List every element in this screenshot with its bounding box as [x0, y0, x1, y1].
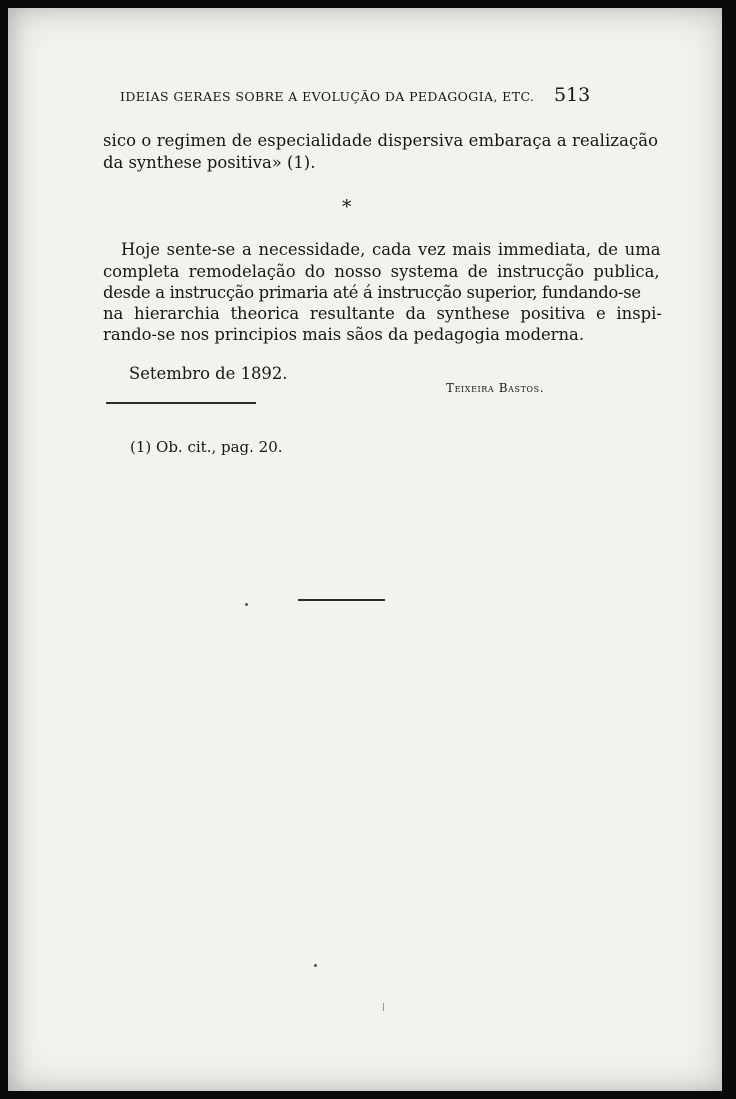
- book-page: [8, 8, 722, 1091]
- footnote: (1) Ob. cit., pag. 20.: [130, 438, 283, 456]
- date-line: Setembro de 1892.: [129, 364, 288, 383]
- ink-speck: [245, 603, 248, 606]
- paragraph-line: na hierarchia theorica resultante da synthese positiva e inspi-: [103, 304, 662, 323]
- section-break-asterisk: *: [342, 196, 352, 218]
- body-line: sico o regimen de especialidade dispersiva embaraça a realização: [103, 131, 659, 150]
- footnote-rule: [106, 402, 256, 404]
- paragraph-line: Hoje sente-se a necessidade, cada vez mais immediata, de uma: [121, 240, 661, 259]
- ink-speck: [314, 964, 317, 967]
- ink-speck: [383, 1003, 384, 1011]
- paragraph-line: rando-se nos principios mais sãos da pedagogia moderna.: [103, 325, 585, 344]
- paragraph-line: completa remodelação do nosso systema de instrucção publica,: [103, 262, 660, 281]
- end-of-section-rule: [298, 599, 385, 601]
- paragraph-line: desde a instrucção primaria até á instrucção superior, fundando-se: [103, 283, 641, 302]
- running-head: IDEIAS GERAES SOBRE A EVOLUÇÃO DA PEDAGOGIA, ETC.: [120, 89, 535, 104]
- author-signature: Teixeira Bastos.: [446, 381, 545, 395]
- page-number: 513: [554, 84, 591, 106]
- body-line: da synthese positiva» (1).: [103, 153, 316, 172]
